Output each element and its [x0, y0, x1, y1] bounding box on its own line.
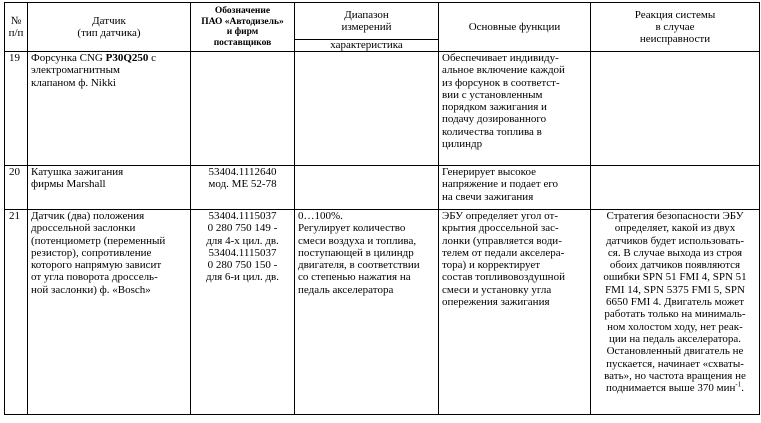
row-designation: 53404.1112640 мод. МЕ 52-78	[191, 166, 295, 210]
header-functions: Основные функции	[439, 3, 591, 52]
row-range	[295, 52, 439, 166]
header-sensor: Датчик (тип датчика)	[28, 3, 191, 52]
table-header-row	[5, 3, 760, 40]
row-sensor: Форсунка CNG P30Q250 с электромагнитным клапаном ф. Nikki	[28, 52, 191, 166]
row-reaction	[591, 52, 760, 166]
row-num: 20	[5, 166, 28, 210]
table-row	[5, 210, 760, 415]
row-range	[295, 166, 439, 210]
row-num: 19	[5, 52, 28, 166]
row-functions: Генерирует высокое напряжение и подает его на свечи зажигания	[439, 166, 591, 210]
header-designation: Обозначение ПАО «Автодизель» и фирм поставщиков	[191, 3, 295, 52]
row-designation	[191, 52, 295, 166]
row-sensor: Катушка зажигания фирмы Marshall	[28, 166, 191, 210]
row-num: 21	[5, 210, 28, 415]
table-row	[5, 52, 760, 166]
table-row	[5, 166, 760, 210]
row-range: 0…100%. Регулирует количество смеси воздуха и топлива, поступающей в цилиндр двигателя, в соответствии со степенью нажатия на педаль акселератора	[295, 210, 439, 415]
header-reaction: Реакция системы в случае неисправности	[591, 3, 760, 52]
row-functions: Обеспечивает индивиду- альное включение каждой из форсунок в соответст- вии с установленным порядком зажигания и подачу дозированного количества топлива в цилиндр	[439, 52, 591, 166]
header-num: № п/п	[5, 3, 28, 52]
row-sensor: Датчик (два) положения дроссельной заслонки (потенциометр (переменный резистор), сопротивление которого напрямую зависит от угла поворота дроссель- ной заслонки) ф. «Bosch»	[28, 210, 191, 415]
row-functions: ЭБУ определяет угол от- крытия дроссельной зас- лонки (управляется води- телем от педали акселера- тора) и корректирует состав топливовоздушной смеси и установку угла опережения зажигания	[439, 210, 591, 415]
header-range: Диапазон измерений	[295, 3, 439, 40]
row-designation: 53404.1115037 0 280 750 149 - для 4-х цил. дв. 53404.1115037 0 280 750 150 - для 6-и цил. дв.	[191, 210, 295, 415]
row-reaction: Стратегия безопасности ЭБУ определяет, какой из двух датчиков будет использовать- ся. В случае выхода из строя обоих датчиков появляются ошибки SPN 51 FMI 4, SPN 51 FMI 14, SPN 5375 FMI 5, SPN 6650 FMI 4. Двигатель может работать только на минималь- ном холостом ходу, нет реак- ции на педаль акселератора. Остановленный двигатель не пускается, начинает «схваты- вать», но частота вращения не поднимается выше 370 мин$^{-1}$.	[591, 210, 760, 415]
header-range-sub: характеристика	[295, 40, 439, 52]
sensor-table	[4, 2, 760, 415]
row-reaction	[591, 166, 760, 210]
